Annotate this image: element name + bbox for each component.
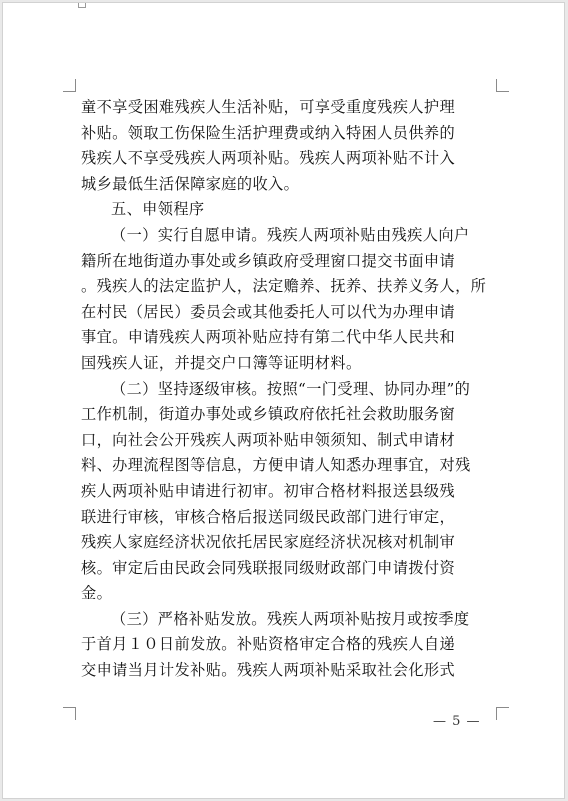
page-number: — 5 — [433,714,481,729]
text-line: 联进行审核，审核合格后报送同级民政部门进行审定， [81,507,456,526]
text-line: （三）严格补贴发放。残疾人两项补贴按月或按季度 [111,609,470,628]
text-line: （一）实行自愿申请。残疾人两项补贴由残疾人向户 [111,225,470,244]
text-line: （二）坚持逐级审核。按照“一门受理、协同办理”的 [111,379,471,398]
text-line: 城乡最低生活保障家庭的收入。 [81,174,300,193]
text-line: 事宜。申请残疾人两项补贴应持有第二代中华人民共和 [81,328,456,347]
document-page [2,2,565,799]
text-line: 料、办理流程图等信息，方便申请人知悉办理事宜，对残 [81,456,471,475]
margin-corner-bottom-left [63,707,76,720]
text-line: 工作机制，街道办事处或乡镇政府依托社会救助服务窗 [81,405,456,424]
text-line: 国残疾人证，并提交户口簿等证明材料。 [81,353,362,372]
document-body [81,95,499,684]
text-line: 交申请当月计发补贴。残疾人两项补贴采取社会化形式 [81,661,456,680]
margin-corner-top-left [63,79,76,92]
margin-corner-bottom-right [496,707,509,720]
section-heading: 五、申领程序 [111,200,205,219]
text-line: 童不享受困难残疾人生活补贴，可享受重度残疾人护理 [81,98,456,116]
text-line: 金。 [81,584,113,603]
text-line: 于首月１０日前发放。补贴资格审定合格的残疾人自递 [81,635,456,654]
text-line: 残疾人不享受残疾人两项补贴。残疾人两项补贴不计入 [81,149,456,168]
text-line: 口，向社会公开残疾人两项补贴申领须知、制式申请材 [81,430,456,449]
text-line: 籍所在地街道办事处或乡镇政府受理窗口提交书面申请 [81,251,456,270]
margin-corner-top-right [496,79,509,92]
text-line: 核。审定后由民政会同残联报同级财政部门申请拨付资 [81,558,456,577]
text-line: 。残疾人的法定监护人，法定赡养、抚养、扶养义务人，所 [81,277,487,296]
top-ruler-marker [78,3,86,8]
text-line: 疾人两项补贴申请进行初审。初审合格材料报送县级残 [81,481,456,500]
text-line: 在村民（居民）委员会或其他委托人可以代为办理申请 [81,302,456,321]
text-line: 补贴。领取工伤保险生活护理费或纳入特困人员供养的 [81,123,456,142]
text-line: 残疾人家庭经济状况依托居民家庭经济状况核对机制审 [81,533,456,552]
